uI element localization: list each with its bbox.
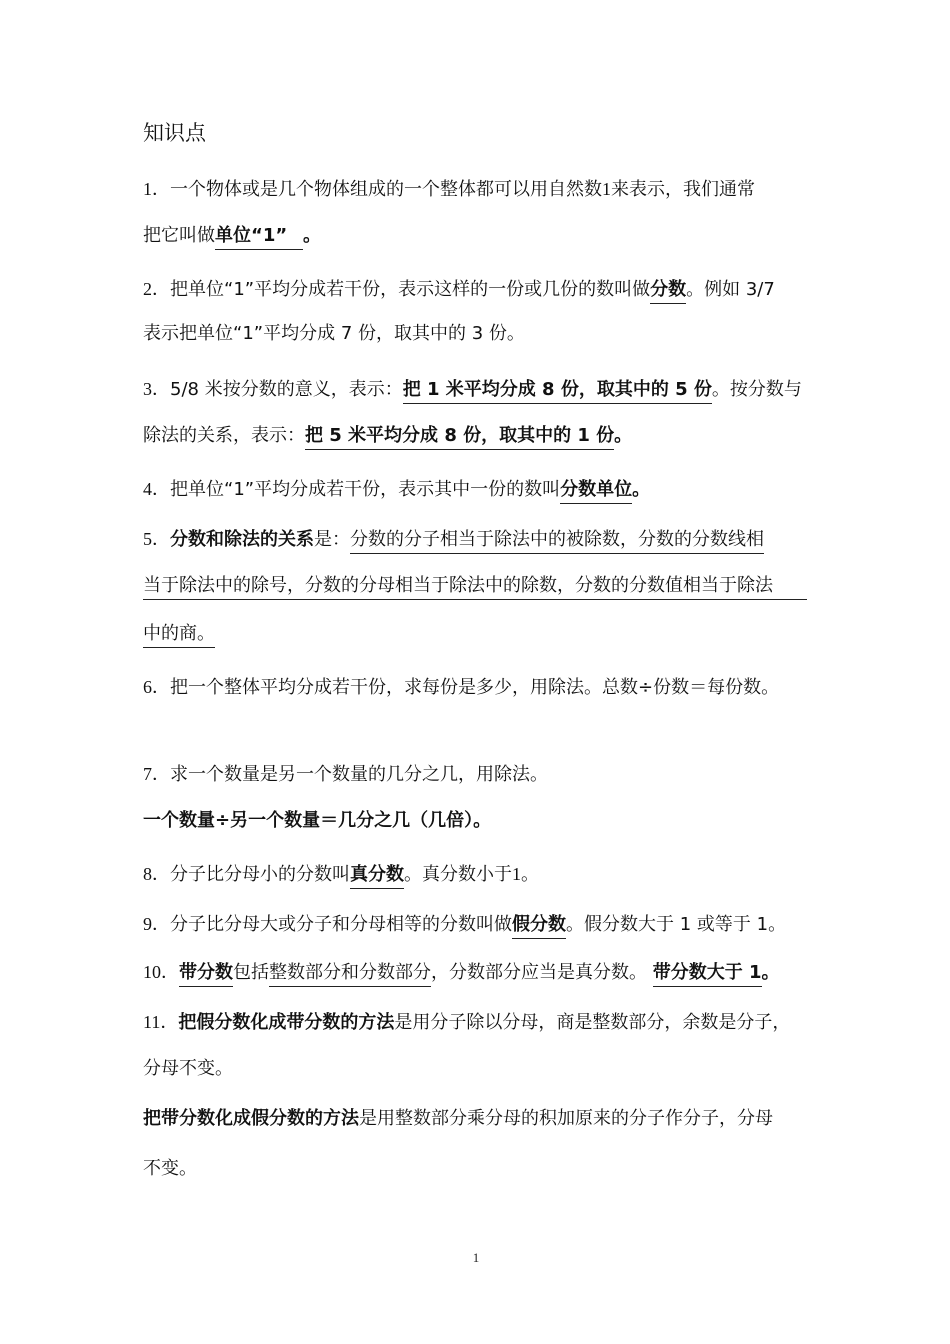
item-1-answer: 单位“1” — [215, 224, 303, 250]
item-1-text-b: 来表示，我们通常 — [611, 179, 755, 200]
item-1-number-one: 1 — [602, 179, 611, 199]
item-10-end: 。 — [761, 962, 780, 983]
item-1-line-2-text: 把它叫做 — [143, 225, 215, 246]
item-11-number: 11． — [143, 1012, 179, 1032]
item-6-number: 6． — [143, 677, 170, 697]
page-title: 知识点 — [143, 121, 206, 145]
item-9-text-a: 分子比分母大或分子和分母相等的分数叫做 — [170, 914, 512, 935]
item-4-end: 。 — [632, 479, 651, 500]
item-3-end: 。 — [614, 425, 633, 446]
item-5-answer-line-1: 分数的分子相当于除法中的被除数，分数的分数线相 — [350, 528, 764, 554]
item-7-line-1 — [143, 760, 811, 789]
item-8-number-one: 1 — [512, 864, 521, 884]
item-7-text: 求一个数量是另一个数量的几分之几，用除法。 — [170, 764, 548, 785]
item-2-text-b: 。例如 3/7 — [686, 279, 775, 300]
item-2-line-1 — [143, 275, 811, 304]
item-10-number: 10． — [143, 962, 179, 982]
item-4-number: 4． — [143, 479, 170, 499]
item-9-number: 9． — [143, 914, 170, 934]
item-6-text: 把一个整体平均分成若干份，求每份是多少，用除法。总数÷份数＝每份数。 — [170, 677, 780, 698]
item-10-line-1 — [143, 958, 811, 987]
page-number: 1 — [472, 1250, 480, 1265]
item-12-text-a: 是用整数部分乘分母的积加原来的分子作分子，分母 — [359, 1108, 773, 1129]
item-10-answer-1: 带分数 — [179, 961, 233, 987]
item-8-line-1 — [143, 860, 811, 889]
item-7-formula: 一个数量÷另一个数量＝几分之几（几倍）。 — [143, 810, 492, 831]
item-3-line-1 — [143, 375, 811, 404]
item-12-line-2: 不变。 — [143, 1158, 197, 1179]
item-11-bold: 把假分数化成带分数的方法 — [178, 1012, 395, 1033]
item-5-line-2 — [143, 572, 811, 600]
item-3-line-2 — [143, 422, 811, 450]
item-4-answer: 分数单位 — [560, 478, 632, 504]
item-8-text-a: 分子比分母小的分数叫 — [170, 864, 350, 885]
item-4-line-1 — [143, 475, 811, 504]
item-5-line-1 — [143, 525, 811, 554]
item-3-line-2-text: 除法的关系，表示： — [143, 425, 305, 446]
item-3-answer-2: 把 5 米平均分成 8 份，取其中的 1 份 — [305, 424, 614, 450]
item-2-line-2: 表示把单位“1”平均分成 7 份，取其中的 3 份。 — [143, 323, 525, 344]
item-9-text-b: 。假分数大于 1 或等于 1。 — [566, 914, 787, 935]
item-7-number: 7． — [143, 764, 170, 784]
item-2-text-a: 把单位“1”平均分成若干份，表示这样的一份或几份的数叫做 — [170, 279, 651, 300]
item-5-answer-line-3: 中的商。 — [143, 622, 215, 648]
item-10-text-a: 包括 — [233, 962, 269, 983]
item-3-text-b: 。按分数与 — [711, 379, 802, 400]
item-8-text-b: 。真分数小于 — [404, 864, 512, 885]
item-11-text-a: 是用分子除以分母，商是整数部分，余数是分子， — [394, 1012, 791, 1033]
item-1-line-2 — [143, 222, 811, 250]
item-8-number: 8． — [143, 864, 170, 884]
item-8-end: 。 — [521, 864, 539, 885]
item-10-text-b: ，分数部分应当是真分数。 — [431, 962, 647, 983]
item-1-number: 1． — [143, 179, 170, 199]
item-12-line-1 — [143, 1105, 811, 1133]
item-5-answer-line-2: 当于除法中的除号，分数的分母相当于除法中的除数，分数的分数值相当于除法 — [143, 574, 807, 600]
item-2-number: 2． — [143, 279, 170, 299]
item-1-line-1 — [143, 175, 811, 204]
item-1-text-a: 一个物体或是几个物体组成的一个整体都可以用自然数 — [170, 179, 602, 200]
item-5-line-3 — [143, 620, 811, 648]
item-5-number: 5． — [143, 529, 170, 549]
item-2-answer: 分数 — [650, 278, 686, 304]
item-9-line-1 — [143, 910, 811, 939]
item-4-text-a: 把单位“1”平均分成若干份，表示其中一份的数叫 — [170, 479, 561, 500]
item-5-bold: 分数和除法的关系 — [170, 529, 314, 550]
item-6-line-1 — [143, 673, 811, 702]
item-9-answer: 假分数 — [512, 913, 566, 939]
item-3-text-a: 5/8 米按分数的意义，表示： — [170, 379, 403, 400]
item-8-answer: 真分数 — [350, 863, 404, 889]
item-12-bold: 把带分数化成假分数的方法 — [143, 1108, 359, 1129]
item-11-line-1 — [143, 1008, 811, 1037]
item-5-text-a: 是： — [314, 529, 350, 550]
item-1-end: 。 — [303, 225, 321, 246]
item-3-answer-1: 把 1 米平均分成 8 份，取其中的 5 份 — [403, 378, 712, 404]
item-10-answer-2: 整数部分和分数部分 — [269, 961, 431, 987]
item-11-line-2: 分母不变。 — [143, 1058, 233, 1079]
item-10-answer-3: 带分数大于 1 — [653, 961, 762, 987]
item-3-number: 3． — [143, 379, 170, 399]
